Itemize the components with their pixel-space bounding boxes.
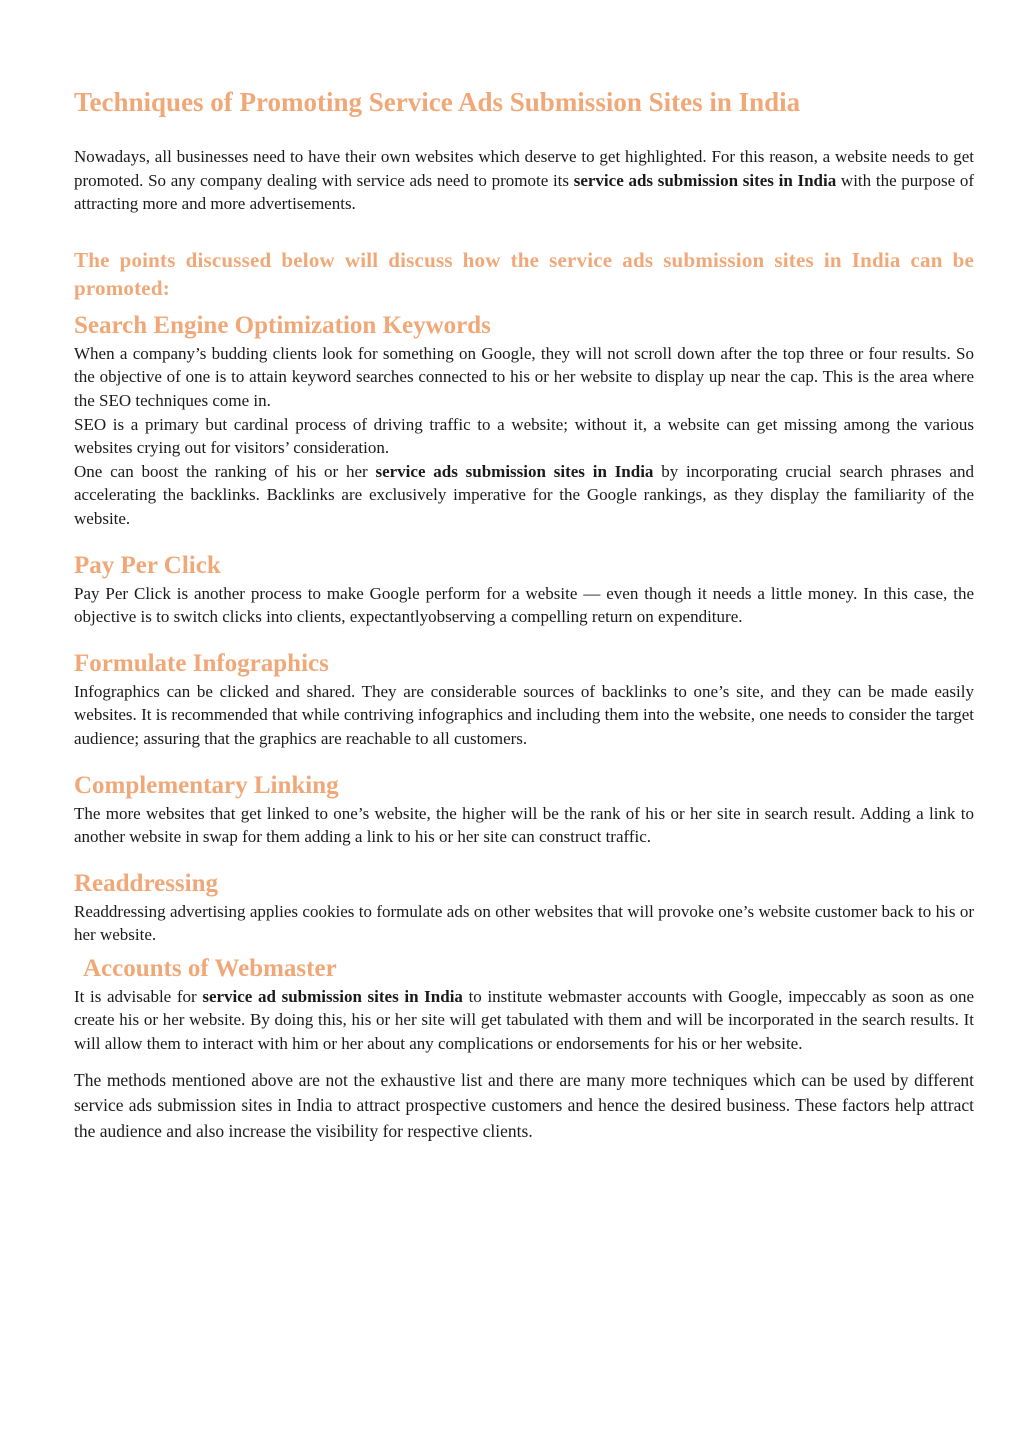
webmaster-paragraph: [74, 985, 974, 1056]
section-infographics: [74, 648, 974, 751]
seo-keyword: service ads submission sites in India: [375, 461, 654, 481]
intro-text-end: with the purpose of attracting more and more advertisements.: [74, 170, 974, 214]
intro-keyword: service ads submission sites in India: [573, 170, 837, 190]
seo-text-end: by incorporating crucial search phrases and accelerating the backlinks. Backlinks are exclusively imperative for the Google rankings, as they display the familiarity of the website.: [74, 461, 974, 528]
section-complementary-linking: [74, 770, 974, 849]
section-heading-complementary-linking: Complementary Linking: [74, 771, 339, 799]
seo-paragraph-2: SEO is a primary but cardinal process of driving traffic to a website; without it, a website can get missing among the various websites crying out for visitors’ consideration.: [74, 414, 974, 458]
closing-paragraph: The methods mentioned above are not the exhaustive list and there are many more techniques which can be used by different service ads submission sites in India to attract prospective customers and hence the desired business. These factors help attract the audience and also increase the visibility for respective clients.: [74, 1069, 974, 1141]
section-webmaster-accounts: [74, 953, 974, 1056]
section-heading-pay-per-click: Pay Per Click: [74, 551, 221, 579]
complementary-linking-paragraph: The more websites that get linked to one’s website, the higher will be the rank of his or her site in search result. Adding a link to another website in swap for them adding a link to his or her site can construct traffic.: [74, 803, 974, 847]
seo-paragraph-1: When a company’s budding clients look for something on Google, they will not scroll down after the top three or four results. So the objective of one is to attain keyword searches connected to his or her website to display up near the cap. This is the area where the SEO techniques come in.: [74, 343, 974, 410]
section-seo: [74, 310, 974, 531]
points-heading: The points discussed below will discuss how the service ads submission sites in India can be promoted:: [74, 247, 974, 300]
section-heading-webmaster-accounts: Accounts of Webmaster: [83, 954, 337, 982]
section-heading-readdressing: Readdressing: [74, 869, 219, 897]
intro-paragraph: [74, 145, 974, 216]
infographics-paragraph: Infographics can be clicked and shared. They are considerable sources of backlinks to one’s site, and they can be made easily websites. It is recommended that while contriving infographics and including them into the website, one needs to consider the target audience; assuring that the graphics are reachable to all customers.: [74, 681, 974, 748]
section-readdressing: [74, 868, 974, 947]
section-heading-seo: Search Engine Optimization Keywords: [74, 311, 491, 339]
webmaster-text-start: It is advisable for: [74, 986, 203, 1006]
webmaster-keyword: service ad submission sites in India: [202, 986, 463, 1006]
readdressing-paragraph: Readdressing advertising applies cookies to formulate ads on other websites that will provoke one’s website customer back to his or her website.: [74, 901, 974, 945]
page-title: Techniques of Promoting Service Ads Submission Sites in India: [74, 87, 801, 117]
section-heading-infographics: Formulate Infographics: [74, 649, 329, 677]
pay-per-click-paragraph: Pay Per Click is another process to make Google perform for a website — even though it needs a little money. In this case, the objective is to switch clicks into clients, expectantlyobserving a compelling return on expenditure.: [74, 583, 974, 627]
intro-text-start: Nowadays, all businesses need to have their own websites which deserve to get highlighted. For this reason, a website needs to get promoted. So any company dealing with service ads need to promote its: [74, 147, 974, 190]
document-content: [74, 84, 974, 1144]
seo-text-start: One can boost the ranking of his or her: [74, 461, 376, 481]
seo-paragraph-3: [74, 460, 974, 531]
section-pay-per-click: [74, 550, 974, 629]
webmaster-text-end: to institute webmaster accounts with Google, impeccably as soon as one create his or her website. By doing this, his or her site will get tabulated with them and will be incorporated in the search results. It will allow them to interact with him or her about any complications or endorsements for his or her website.: [74, 986, 974, 1054]
